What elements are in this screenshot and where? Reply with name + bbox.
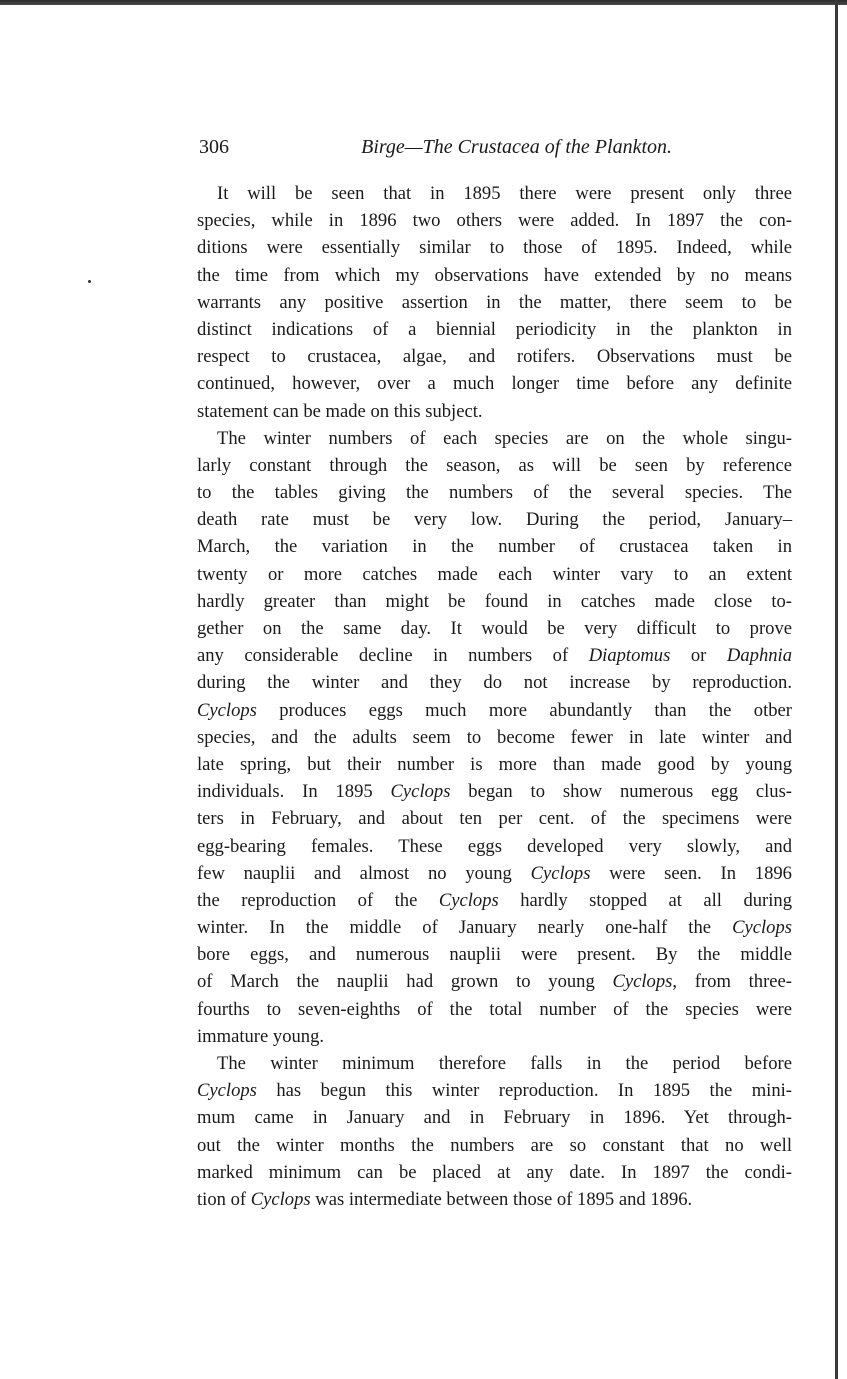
text-line: warrants any positive assertion in the matter, there seem to be xyxy=(197,291,792,313)
genus-name: Cyclops xyxy=(612,971,673,993)
text-line: The winter minimum therefore falls in the period before xyxy=(217,1053,792,1074)
text-line: The winter numbers of each species are on the whole singu- xyxy=(217,427,792,449)
genus-name: Cyclops xyxy=(250,1188,311,1210)
text-line: few nauplii and almost no young Cyclops were seen. In 1896 xyxy=(197,862,792,884)
genus-name: Daphnia xyxy=(726,645,792,667)
text-line: Cyclops produces eggs much more abundantly than the otber xyxy=(197,699,792,721)
text-line: continued, however, over a much longer time before any definite xyxy=(197,373,792,395)
text-line: individuals. In 1895 Cyclops began to show numerous egg clus- xyxy=(197,781,792,803)
text-line: any considerable decline in numbers of Diaptomus or Daphnia xyxy=(197,645,792,667)
text-line: bore eggs, and numerous nauplii were present. By the middle xyxy=(197,944,792,966)
body-text xyxy=(197,180,792,1213)
genus-name: Cyclops xyxy=(438,889,499,911)
page-header xyxy=(199,133,672,161)
text-line: mum came in January and in February in 1896. Yet through- xyxy=(197,1107,792,1129)
text-line: gether on the same day. It would be very difficult to prove xyxy=(197,618,792,639)
text-line: March, the variation in the number of crustacea taken in xyxy=(197,536,792,558)
text-line: fourths to seven-eighths of the total number of the species were xyxy=(197,998,792,1020)
text-line: hardly greater than might be found in catches made close to- xyxy=(197,590,792,612)
text-line: Cyclops has begun this winter reproduction. In 1895 the mini- xyxy=(197,1080,792,1102)
text-line: the time from which my observations have extended by no means xyxy=(197,264,792,286)
text-line: species, and the adults seem to become fewer in late winter and xyxy=(197,726,792,748)
text-line: marked minimum can be placed at any date. In 1897 the condi- xyxy=(197,1161,792,1183)
genus-name: Cyclops xyxy=(390,781,451,803)
text-line: egg-bearing females. These eggs developed very slowly, and xyxy=(197,835,792,857)
text-line: immature young. xyxy=(197,1025,325,1047)
text-line: statement can be made on this subject. xyxy=(197,400,483,422)
text-line: of March the nauplii had grown to young Cyclops, from three- xyxy=(197,971,792,993)
text-line: late spring, but their number is more than made good by young xyxy=(197,753,792,775)
top-edge-rule xyxy=(0,0,847,5)
text-line: It will be seen that in 1895 there were present only three xyxy=(217,183,792,204)
running-title: Birge—The Crustacea of the Plankton. xyxy=(361,136,672,158)
text-line: ditions were essentially similar to those of 1895. Indeed, while xyxy=(197,237,792,259)
text-line: twenty or more catches made each winter vary to an extent xyxy=(197,563,792,585)
text-line: the reproduction of the Cyclops hardly stopped at all during xyxy=(197,889,792,911)
page-number: 306 xyxy=(199,136,229,158)
text-line: to the tables giving the numbers of the several species. The xyxy=(197,482,792,504)
paragraph xyxy=(197,425,792,1050)
genus-name: Cyclops xyxy=(197,1080,257,1102)
text-line: out the winter months the numbers are so constant that no well xyxy=(197,1134,792,1156)
text-line: ters in February, and about ten per cent. of the specimens were xyxy=(197,808,792,830)
text-line: respect to crustacea, algae, and rotifers. Observations must be xyxy=(197,346,792,368)
genus-name: Cyclops xyxy=(197,699,257,721)
right-edge-rule xyxy=(835,0,838,1379)
text-line: larly constant through the season, as will be seen by reference xyxy=(197,454,792,476)
paragraph xyxy=(197,1050,792,1213)
genus-name: Cyclops xyxy=(732,917,792,939)
text-line: distinct indications of a biennial periodicity in the plankton in xyxy=(197,318,792,340)
text-line: death rate must be very low. During the period, January– xyxy=(197,509,792,531)
paragraph xyxy=(197,180,792,425)
text-line: tion of Cyclops was intermediate between those of 1895 and 1896. xyxy=(197,1188,693,1210)
genus-name: Diaptomus xyxy=(588,645,671,667)
text-line: winter. In the middle of January nearly one-half the Cyclops xyxy=(197,917,792,939)
text-line: during the winter and they do not increase by reproduction. xyxy=(197,672,792,694)
text-line: species, while in 1896 two others were added. In 1897 the con- xyxy=(197,210,792,232)
genus-name: Cyclops xyxy=(530,862,591,884)
stray-ink-mark xyxy=(88,280,91,283)
